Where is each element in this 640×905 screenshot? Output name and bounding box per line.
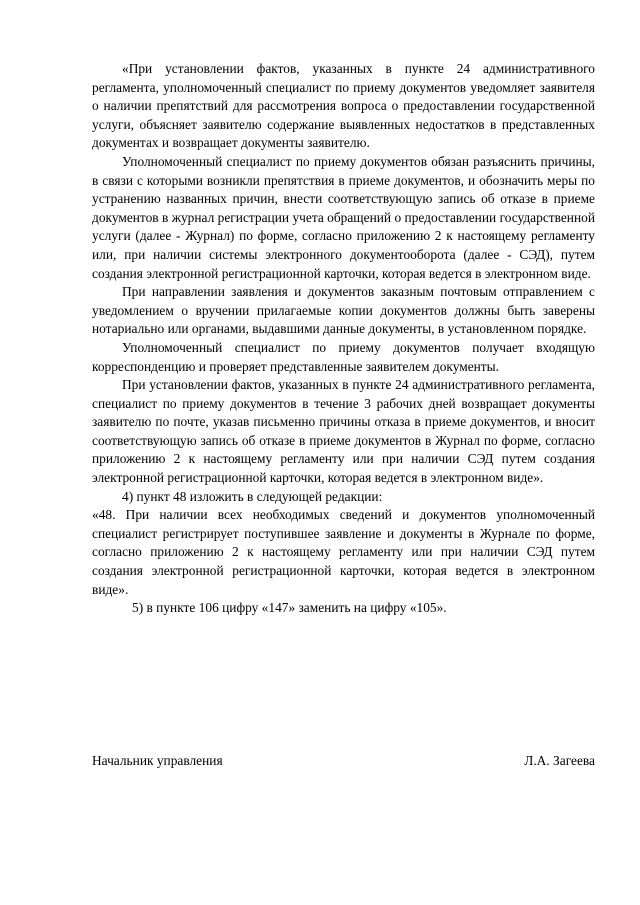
signatory-name: Л.А. Загеева xyxy=(524,753,595,768)
signature-block xyxy=(92,752,595,771)
paragraph-incoming-correspondence: Уполномоченный специалист по приему документов получает входящую корреспонденцию и проверяет представленные заявителем документы. xyxy=(92,339,595,374)
paragraph-item-4: 4) пункт 48 изложить в следующей редакции: xyxy=(122,488,383,504)
paragraph-return-by-post: При установлении фактов, указанных в пункте 24 административного регламента, специалист по приему документов в течение 3 рабочих дней возвращает документы заявителю по почте, указав письменно причины отказа в приеме документов, и вносит соответствующую запись об отказе в приеме документов в Журнал по форме, согласно приложению 2 к настоящему регламенту или при наличии СЭД путем создания электронной регистрационной карточки, которая ведется в электронном виде». xyxy=(92,377,595,486)
paragraph-item-5: 5) в пункте 106 цифру «147» заменить на цифру «105». xyxy=(132,600,447,616)
paragraph-return-documents: «При установлении фактов, указанных в пункте 24 административного регламента, уполномоченный специалист по приему документов уведомляет заявителя о наличии препятствий для рассмотрения вопроса о предоставлении государственной услуги, объясняет заявителю содержание выявленных недостатков в представленных документах и возвращает документы заявителю. xyxy=(92,61,595,151)
paragraph-postal-submission: При направлении заявления и документов заказным почтовым отправлением с уведомлением о вручении прилагаемые копии документов должны быть заверены нотариально или органами, выдавшими данные документы, в установленном порядке. xyxy=(92,284,595,337)
paragraph-clause-48: «48. При наличии всех необходимых сведений и документов уполномоченный специалист регистрирует поступившее заявление и документы в Журнале по форме, согласно приложению 2 к настоящему регламенту или при наличии СЭД путем создания электронной регистрационной карточки, которая ведется в электронном виде». xyxy=(92,507,595,597)
signatory-position: Начальник управления xyxy=(92,753,223,768)
paragraph-specialist-duties: Уполномоченный специалист по приему документов обязан разъяснить причины, в связи с которыми возникли препятствия в приеме документов, и обозначить меры по устранению названных причин, внести соответствующую запись об отказе в приеме документов в журнал регистрации учета обращений о предоставлении государственной услуги (далее - Журнал) по форме, согласно приложению 2 к настоящему регламенту или, при наличии системы электронного документооборота (далее - СЭД), путем создания электронной регистрационной карточки, которая ведется в электронном виде. xyxy=(92,153,595,281)
document-body xyxy=(92,60,595,618)
